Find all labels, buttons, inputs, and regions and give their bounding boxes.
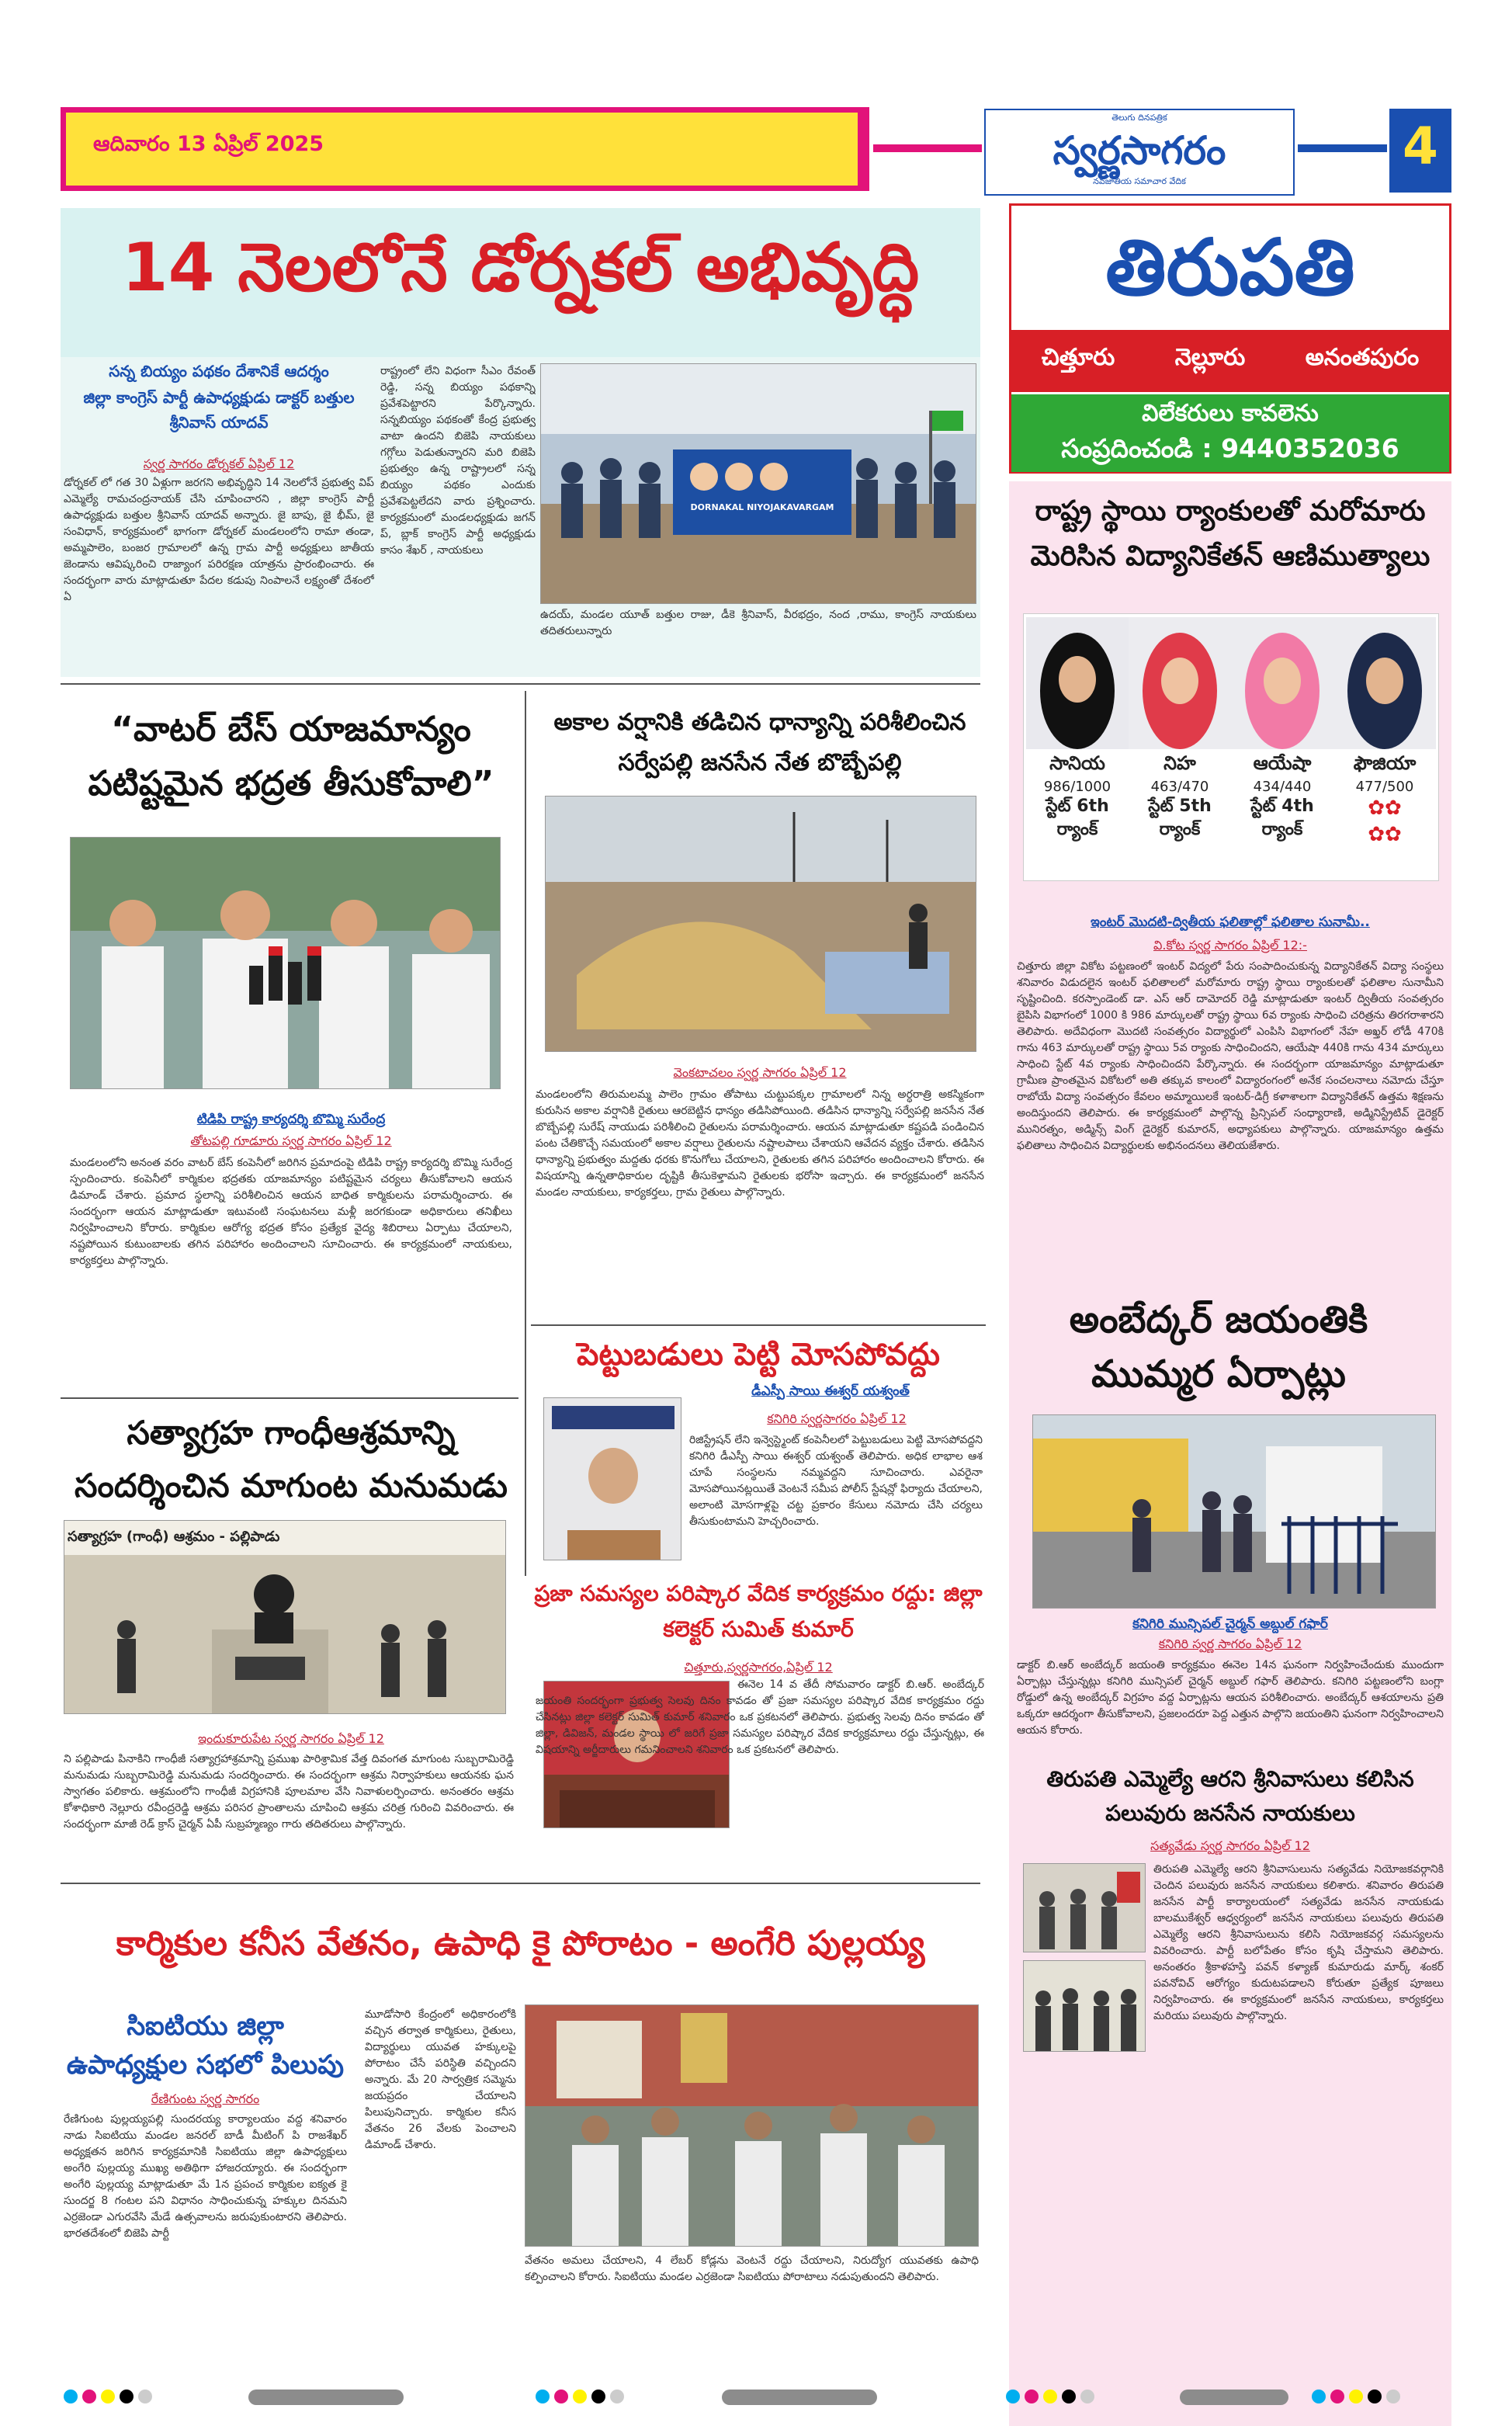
ambedkar-caption: కనిగిరి మున్సిపల్ చైర్మన్ అబ్దుల్ గఫార్ (1132, 1616, 1328, 1632)
student-2-name: నిహ (1163, 752, 1196, 774)
labour-photo-art (525, 2005, 979, 2247)
district-anantapur: అనంతపురం (1305, 344, 1420, 371)
separator-lead (61, 683, 980, 685)
lead-sub2: జిల్లా కాంగ్రెస్ పార్టీ ఉపాధ్యక్షుడు డాక్టర్ బత్తుల శ్రీనివాస్ యాదవ్ (83, 388, 355, 432)
student-4-photo (1333, 617, 1436, 749)
student-2-marks: 463/470 (1150, 779, 1209, 795)
lead-photo-banner-text: DORNAKAL NIYOJAKAVARGAM (690, 502, 834, 512)
student-2-photo (1129, 617, 1231, 749)
lead-byline: స్వర్ణ సాగరం డోర్నకల్ ఏప్రిల్ 12 (143, 456, 295, 471)
water-body: మండలంలోని అనంత వరం వాటర్ బేస్ కంపెనీలో జరిగిన ప్రమాదంపై టిడిపి రాష్ట్ర కార్యదర్శి బొమ్మి సురేంద్ర స్పందించారు. కంపెనీలో కార్మికుల భద్రతకు యాజమాన్యం పటిష్టమైన చర్యలు తీసుకోవాలని ఆయన డిమాండ్ చేశారు. ప్రమాద స్థలాన్ని పరిశీలించిన ఆయన బాధిత కార్మికులను పరామర్శించారు. ఈ సందర్భంగా ఆయన మాట్లాడుతూ ఇటువంటి సంఘటనలు మళ్లీ జరగకుండా అధికారులు తనిఖీలు నిర్వహించాలని కోరారు. కార్మికుల ఆరోగ్య భద్రత కోసం ప్రత్యేక వైద్య శిబిరాలు ఏర్పాటు చేయాలని, నష్టపోయిన కుటుంబాలకు తగిన పరిహారం అందించాలని సూచించారు. ఈ కార్యక్రమంలో నాయకులు, కార్యకర్తలు పాల్గొన్నారు. (70, 1157, 512, 1267)
tirupati-ad-contact: సంప్రదించండి : 9440352036 (1061, 433, 1399, 463)
student-1-marks: 986/1000 (1043, 779, 1111, 795)
invest-byline: కనిగిరి స్వర్ణసాగరం ఏప్రిల్ 12 (767, 1411, 907, 1426)
tirupati-ad-wanted: విలేకరులు కావలెను (1142, 400, 1319, 427)
paddy-body: మండలంలోని తిరుమలమ్మ పాలెం గ్రామం తోపాటు చుట్టుపక్కల గ్రామాలలో నిన్న అర్ధరాత్రి అకస్మికంగా కురుసిన అకాల వర్షానికి రైతులు ఆరబెట్టిన ధాన్యం తడిసిపోయింది. తడిసిన ధాన్యాన్ని సర్వేపల్లి జనసేన నేత బొబ్బేపల్లి సురేష్ నాయుడు పరిశీలించి రైతులను పరామర్శించారు. ఆయన మాట్లాడుతూ కష్టపడి పండించిన పంట చేతికొచ్చే సమయంలో అకాల వర్షాలు రైతులను నష్టాలపాలు చేశాయని ఆవేదన వ్యక్తం చేశారు. తడిసిన ధాన్యాన్ని ప్రభుత్వం మద్దతు ధరకు కొనుగోలు చేయాలని, రైతులకు తగిన పరిహారం అందించాలని కోరారు. ఈ విషయాన్ని ఉన్నతాధికారుల దృష్టికి తీసుకెళ్తామని రైతులకు భరోసా ఇచ్చారు. ఈ కార్యక్రమంలో జనసేన మండల నాయకులు, కార్యకర్తలు, గ్రామ రైతులు పాల్గొన్నారు. (536, 1088, 984, 1199)
paddy-headline: అకాల వర్షానికి తడిచిన ధాన్యాన్ని పరిశీలించిన సర్వేపల్లి జనసేన నేత బొబ్బేపల్లి (553, 709, 966, 776)
footer-colorbar-1 (64, 2390, 157, 2407)
invest-sub: డీఎస్పీ సాయి ఈశ్వర్ యశ్వంత్ (751, 1383, 910, 1399)
satyagraha-board-text: సత్యాగ్రహ (గాంధీ) ఆశ్రమం - పల్లిపాడు (68, 1529, 280, 1545)
lead-photo-art (541, 364, 976, 604)
ambedkar-byline: కనిగిరి స్వర్ణ సాగరం ఏప్రిల్ 12 (1158, 1636, 1302, 1651)
satyagraha-photo (64, 1520, 506, 1714)
water-photo (70, 837, 501, 1089)
student-4 (1333, 617, 1436, 877)
janasena-photo-2 (1023, 1960, 1146, 2052)
labour-headline: కార్మికుల కనీస వేతనం, ఉపాధి కై పోరాటం - అంగేరి పుల్లయ్య (116, 1924, 925, 1963)
labour-body-1: రేణిగుంట పుల్లయ్యపల్లి సుందరయ్య కార్యాలయం వద్ద శనివారం నాడు సిఐటియు మండల జనరల్ బాడీ మీటింగ్ పి రాజశేఖర్ అధ్యక్షతన జరిగిన కార్యక్రమానికి సిఐటియు జిల్లా ఉపాధ్యక్షులు అంగేరి పుల్లయ్య ముఖ్య అతిథిగా హాజరయ్యారు. ఈ సందర్భంగా అంగేరి పుల్లయ్య మాట్లాడుతూ మే 1న ప్రపంచ కార్మికుల ఐక్యత కై సుందర్జ 8 గంటల పని విధానం సాధించుకున్న హక్కుల దినమని ఎర్రజెండా ఎగురవేసి మేడే ఉత్సవాలను జరుపుకుంటారని తెలిపారు. భారతదేశంలో బిజెపి పార్టీ (64, 2113, 347, 2240)
satyagraha-byline: ఇందుకూరుపేట స్వర్ణ సాగరం ఏప్రిల్ 12 (198, 1731, 384, 1746)
masthead-tagline: నవజాతీయ సమాచార వేదిక (1093, 176, 1186, 186)
lead-body-3: ఉదయ్, మండల యూత్ బత్తుల రాజు, డీకె శ్రీనివాస్, వీరభద్రం, నంద ,రాము, కాంగ్రెస్ నాయకులు తదితరులున్నారు (540, 609, 976, 637)
tirupati-ad-districts (1011, 344, 1449, 377)
paddy-photo-art (546, 797, 976, 1052)
student-3 (1231, 617, 1333, 877)
masthead-box (984, 109, 1295, 196)
footer-graybar-1 (248, 2390, 404, 2405)
invest-photo (543, 1397, 681, 1560)
student-3-photo (1231, 617, 1333, 749)
invest-body: రిజిస్ట్రేషన్ లేని ఇన్వెస్ట్మెంట్ కంపెనీలలో పెట్టుబడులు పెట్టి మోసపోవద్దని కనిగిరి డీఎస్పీ సాయి ఈశ్వర్ యశ్వంత్ తెలిపారు. అధిక లాభాల ఆశ చూపే సంస్థలను నమ్మవద్దని సూచించారు. ఎవరైనా మోసపోయినట్లయితే వెంటనే సమీప పోలీస్ స్టేషన్లో ఫిర్యాదు చేయాలని, అలాంటి మోసగాళ్లపై చట్ట ప్రకారం కేసులు నమోదు చేసి చర్యలు తీసుకుంటామని హెచ్చరించారు. (689, 1434, 983, 1528)
collector-headline: ప్రజా సమస్యల పరిష్కార వేదిక కార్యక్రమం రద్దు: జిల్లా కలెక్టర్ సుమిత్ కుమార్ (534, 1581, 983, 1642)
footer-colorbar-2 (536, 2390, 629, 2407)
student-1-name: సానియ (1049, 752, 1105, 774)
water-caption: టిడిపి రాష్ట్ర కార్యదర్శి బొమ్మి సురేంద్ర (196, 1112, 386, 1127)
student-2 (1129, 617, 1231, 877)
student-1 (1026, 617, 1129, 877)
water-photo-art (71, 838, 501, 1089)
lead-headline: 14 నెలలోనే డోర్నకల్ అభివృద్ధి (121, 229, 920, 307)
ambedkar-body: డాక్టర్ బి.ఆర్ అంబేద్కర్ జయంతి కార్యక్రమం ఈనెల 14న ఘనంగా నిర్వహించేందుకు ముందుగా ఏర్పాట్లు చేస్తున్నట్లు కనిగిరి మున్సిపల్ చైర్మన్ అబ్దుల్ గఫార్ తెలిపారు. కనిగిరి పట్టణంలోని బంగ్లా రోడ్డులో ఉన్న అంబేద్కర్ విగ్రహం వద్ద ఏర్పాట్లను ఆయన పరిశీలించారు. అంబేద్కర్ ఆశయాలను ప్రతి ఒక్కరూ ఆదర్శంగా తీసుకోవాలని, ప్రజలందరూ పెద్ద ఎత్తున పాల్గొని జయంతిని ఘనంగా నిర్వహించాలని ఆయన కోరారు. (1017, 1659, 1444, 1737)
janasena-photo-1-art (1024, 1864, 1146, 1952)
satyagraha-headline: సత్యాగ్రహ గాంధీఆశ్రమాన్ని సందర్శించిన మాగుంట మనుమడు (75, 1414, 508, 1505)
ambedkar-photo-art (1033, 1415, 1436, 1609)
masthead-title: స్వర్ణసాగరం (1053, 128, 1226, 173)
student-4-marks: 477/500 (1355, 779, 1414, 795)
student-4-name: ఫౌజియా (1353, 752, 1417, 774)
ranks-sub: ఇంటర్ మొదటి-ద్వితీయ ఫలితాల్లో ఫలితాల సునామీ.. (1091, 915, 1370, 930)
student-4-flowers: ✿✿ ✿✿ (1368, 797, 1402, 846)
separator-water (61, 1397, 518, 1399)
footer-colorbar-3 (1006, 2390, 1099, 2407)
lead-photo (540, 363, 976, 604)
header-date: ఆదివారం 13 ఏప్రిల్ 2025 (93, 132, 324, 156)
masthead-top: తెలుగు దినపత్రిక (1111, 113, 1167, 123)
janasena-headline: తిరుపతి ఎమ్మెల్యే ఆరని శ్రీనివాసులు కలిసిన పలువురు జనసేన నాయకులు (1046, 1766, 1414, 1826)
invest-headline: పెట్టుబడులు పెట్టి మోసపోవద్దు (577, 1337, 940, 1373)
janasena-photo-2-art (1024, 1961, 1146, 2052)
water-headline: “వాటర్ బేస్ యాజమాన్యం పటిష్టమైన భద్రత తీసుకోవాలి” (88, 710, 494, 803)
separator-paddy (531, 1324, 986, 1326)
ranks-headline: రాష్ట్ర స్థాయి ర్యాంకులతో మరోమారు మెరిసిన విద్యానికేతన్ ఆణిముత్యాలు (1030, 495, 1431, 572)
paddy-byline: వెంకటాచలం స్వర్ణ సాగరం ఏప్రిల్ 12 (673, 1065, 847, 1080)
janasena-body: తిరుపతి ఎమ్మెల్యే ఆరని శ్రీనివాసులును సత్యవేడు నియోజకవర్గానికి చెందిన పలువురు జనసేన నాయకులు కలిశారు. శనివారం తిరుపతి జనసేన పార్టీ కార్యాలయంలో సత్యవేడు జనసేన నాయకుడు బాలముకేశ్వర్ ఆధ్వర్యంలో జనసేన నాయకులు పలువురు తిరుపతి ఎమ్మెల్యే ఆరని శ్రీనివాసులును కలిసి నియోజకవర్గ సమస్యలను వివరించారు. పార్టీ బలోపేతం కోసం కృషి చేస్తామని తెలిపారు. అనంతరం శ్రీకాళహస్తి పవన్ కళ్యాణ్ కుమారుడు మార్క్ శంకర్ పవనోవిచ్ ఆరోగ్యం కుదుటపడాలని కోరుతూ ప్రత్యేక పూజలు నిర్వహించారు. ఈ కార్యక్రమంలో జనసేన నాయకులు, కార్యకర్తలు మరియు పలువురు పాల్గొన్నారు. (1153, 1863, 1444, 2022)
student-1-rank: స్టేట్ 6th ర్యాంక్ (1046, 797, 1109, 839)
separator-mid (525, 691, 526, 1576)
footer-colorbar-4 (1312, 2390, 1405, 2407)
janasena-byline: సత్యవేడు స్వర్ణ సాగరం ఏప్రిల్ 12 (1150, 1838, 1310, 1853)
janasena-photo-1 (1023, 1863, 1146, 1952)
footer-graybar-3 (1180, 2390, 1288, 2405)
water-byline: తోటపల్లి గూడూరు స్వర్ణ సాగరం ఏప్రిల్ 12 (190, 1133, 392, 1148)
labour-sub: సిఐటియు జిల్లా ఉపాధ్యక్షుల సభలో పిలుపు (66, 2011, 345, 2081)
student-3-name: ఆయేషా (1253, 752, 1312, 774)
separator-labour (61, 1883, 980, 1884)
invest-photo-art (544, 1398, 681, 1560)
student-3-marks: 434/440 (1253, 779, 1312, 795)
collector-body: ఈనెల 14 వ తేదీ సోమవారం డాక్టర్ బి.ఆర్. అంబేద్కర్ జయంతి సందర్భంగా ప్రభుత్వ సెలవు దినం కావడం తో ప్రజా సమస్యల పరిష్కార వేదిక కార్యక్రమం రద్దు చేసినట్లు జిల్లా కలెక్టర్ సుమిత్ కుమార్ శనివారం ఒక ప్రకటనలో తెలిపారు. ప్రభుత్వ సెలవు దినం కావడం తో జిల్లా, డివిజన్, మండల స్థాయి లో జరిగే ప్రజా సమస్యల పరిష్కార వేదిక కార్యక్రమాలు రద్దు చేస్తున్నట్లు, ఈ విషయాన్ని అర్జీదారులు గమనించాలని శనివారం ఒక ప్రకటనలో తెలిపారు. (536, 1678, 984, 1756)
labour-photo (525, 2004, 979, 2247)
ranks-body: చిత్తూరు జిల్లా వికోట పట్టణంలో ఇంటర్ విద్యలో పేరు సంపాదించుకున్న విద్యానికేతన్ విద్యా సంస్థలు శనివారం విడుదలైన ఇంటర్ ఫలితాలలో మరోమారు రాష్ట్ర స్థాయి ర్యాంకులతో ఫలితాల సునామీని సృష్టించింది. కరస్పాండెంట్ డా. ఎస్ ఆర్ దామోదర్ రెడ్డి మాట్లాడుతూ ఇంటర్ ద్వితీయ సంవత్సరం బైపిసి విభాగంలో 1000 కి 986 మార్కులతో రాష్ట్ర స్థాయి 6వ ర్యాంకు సాధించి చరిత్రను తిరగరాశారని తెలిపారు. అదేవిధంగా మొదటి సంవత్సరం విద్యార్థులో ఎంపిసి విభాగంలో నేహ అఖ్తర్ లోడీ 470కి గాను 463 మార్కులతో రాష్ట్ర స్థాయి 5వ ర్యాంకు సాధించిందని, ఆయేషా 440కి గాను 434 మార్కులు సాధించి స్టేట్ 4వ ర్యాంకు సాధించిందని పేర్కొన్నారు. ఈ సందర్భంగా యాజమాన్యం మాట్లాడుతూ గ్రామీణ ప్రాంతమైన వికోటలో అతి తక్కువ కాలంలో విద్యారంగంలో అనేక సంచలనాలు నమోదు చేస్తూ రాబోయే విద్యా సంవత్సరం కేవలం అమ్మాయిలకే ఇంటర్-డిగ్రీ కళాశాలగా విద్యానికేతన్ ఉత్తమ శిక్షణను అందిస్తుందని తెలిపారు. ఈ కార్యక్రమంలో పాల్గొన్న ప్రిన్సిపల్ సంధ్యారాణి, అడ్మినిస్ట్రేటివ్ డైరెక్టర్ మునిరత్నం, అడ్మిన్స్ వింగ్ డైరెక్టర్ కుమారన్, అధ్యాపకులు పాల్గొన్నారు. యాజమాన్యం ఉత్తమ ఫలితాలు సాధించిన విద్యార్థులకు అభినందనలు తెలియజేశారు. (1017, 960, 1444, 1152)
students-grid (1026, 617, 1437, 877)
student-2-rank: స్టేట్ 5th ర్యాంక్ (1148, 797, 1212, 839)
district-nellore: నెల్లూరు (1174, 344, 1246, 371)
header-right-bar2 (1298, 144, 1387, 152)
collector-byline: చిత్తూరు,స్వర్ణసాగరం,ఏప్రిల్ 12 (684, 1660, 833, 1675)
page-number: 4 (1403, 116, 1438, 176)
lead-body-1: డోర్నకల్ లో గత 30 ఏళ్లుగా జరగని అభివృద్ధిని 14 నెలలోనే ప్రభుత్వ విప్ ఎమ్మెల్యే రామచంద్రనాయక్ చేసి చూపించారని , జిల్లా కాంగ్రెస్ పార్టీ ఉపాధ్యక్షుడు బత్తుల శ్రీనివాస్ యాదవ్ అన్నారు. జై బాపు, జై భీమ్, జై సంవిధాన్, కార్యక్రమంలో భాగంగా డోర్నకల్ మండలంలోని రామా తండా, అమ్మపాలెం, బంజర గ్రామాలలో ఉన్న గ్రామ పార్టీ అధ్యక్షులు జాతీయ జెండాను ఆవిష్కరించి రాజ్యాంగ పరిరక్షణ యాత్రను ప్రారంభించారు. ఈ సందర్భంగా వారు మాట్లాడుతూ పేదల కడుపు నింపాలనే లక్ష్యంతో దేశంలో ఏ (64, 477, 374, 603)
footer-graybar-2 (722, 2390, 877, 2405)
ambedkar-headline: అంబేద్కర్ జయంతికి ముమ్మర ఏర్పాట్లు (1069, 1298, 1368, 1396)
tirupati-ad-title: తిరుపతి (1105, 222, 1355, 313)
ranks-byline: వి.కోట స్వర్ణ సాగరం ఏప్రిల్ 12:- (1153, 938, 1307, 953)
district-chittoor: చిత్తూరు (1041, 344, 1115, 371)
labour-body-3: వేతనం అమలు చేయాలని, 4 లేబర్ కోడ్లను వెంటనే రద్దు చేయాలని, నిరుద్యోగ యువతకు ఉపాధి కల్పించాలని కోరారు. సిఐటియు మండల ఎర్రజెండా సిఐటియు పోరాటాలు నడుపుతుందని తెలిపారు. (525, 2254, 979, 2283)
student-1-photo (1026, 617, 1129, 749)
header-right-bar (873, 144, 982, 152)
satyagraha-photo-art (64, 1521, 506, 1714)
lead-body-2: రాష్ట్రంలో లేని విధంగా సీఎం రేవంత్ రెడ్డి, సన్న బియ్యం పథకాన్ని ప్రవేశపెట్టారని పేర్కొన్నారు. సన్నబియ్యం పథకంతో కేంద్ర ప్రభుత్వ వాటా ఉందని బిజెపి నాయకులు గగ్గోలు పెడుతున్నారని మరి బిజెపి ప్రభుత్వం ఉన్న రాష్ట్రాలలో సన్న బియ్యం పథకం ఎందుకు ప్రవేశపెట్టలేదని వారు ప్రశ్నించారు. కార్యక్రమంలో మండలధ్యక్షుడు జగన్ ప్, బ్లాక్ కాంగ్రెస్ పార్టీ అధ్యక్షుడు కాసం శేఖర్ , నాయకులు (380, 365, 536, 557)
labour-byline: రేణిగుంట స్వర్ణ సాగరం (151, 2091, 260, 2106)
paddy-photo (545, 796, 976, 1052)
lead-sub1: సన్న బియ్యం పథకం దేశానికే ఆదర్శం (109, 362, 329, 380)
ambedkar-photo (1032, 1414, 1436, 1609)
satyagraha-body: ని పల్లిపాడు పినాకిని గాంధీజీ సత్యాగ్రహాశ్రమాన్ని ప్రముఖ పారిశ్రామిక వేత్త దివంగత మాగుంట సుబ్బరామిరెడ్డి మనుమడు సుబ్బరామిరెడ్డి మనుమడు సందర్శించారు. ఈ సందర్భంగా ఆశ్రమ నిర్వాహకులు ఆయనకు ఘన స్వాగతం పలికారు. ఆశ్రమంలోని గాంధీజీ విగ్రహానికి పూలమాల వేసి నివాళులర్పించారు. అనంతరం ఆశ్రమ కోశాధికారి నెల్లూరు రవీంద్రరెడ్డి ఆశ్రమ పరిసర ప్రాంతాలను చూపించి ఆశ్రమ చరిత్ర గురించి వివరించారు. ఈ సందర్భంగా మాజీ రెడ్ క్రాస్ చైర్మన్ ఏపీ సుబ్రహ్మణ్యం గారు తదితరులు పాల్గొన్నారు. (64, 1753, 514, 1831)
labour-body-2: మూడోసారి కేంద్రంలో అధికారంలోకి వచ్చిన తర్వాత కార్మికులు, రైతులు, విద్యార్థులు యువత హక్కులపై పోరాటం చేసే పరిస్థితి వచ్చిందని అన్నారు. మే 20 సార్వత్రిక సమ్మెను జయప్రదం చేయాలని పిలుపునిచ్చారు. కార్మికుల కనీస వేతనం 26 వేలకు పెంచాలని డిమాండ్ చేశారు. (365, 2008, 516, 2151)
student-3-rank: స్టేట్ 4th ర్యాంక్ (1250, 797, 1314, 839)
